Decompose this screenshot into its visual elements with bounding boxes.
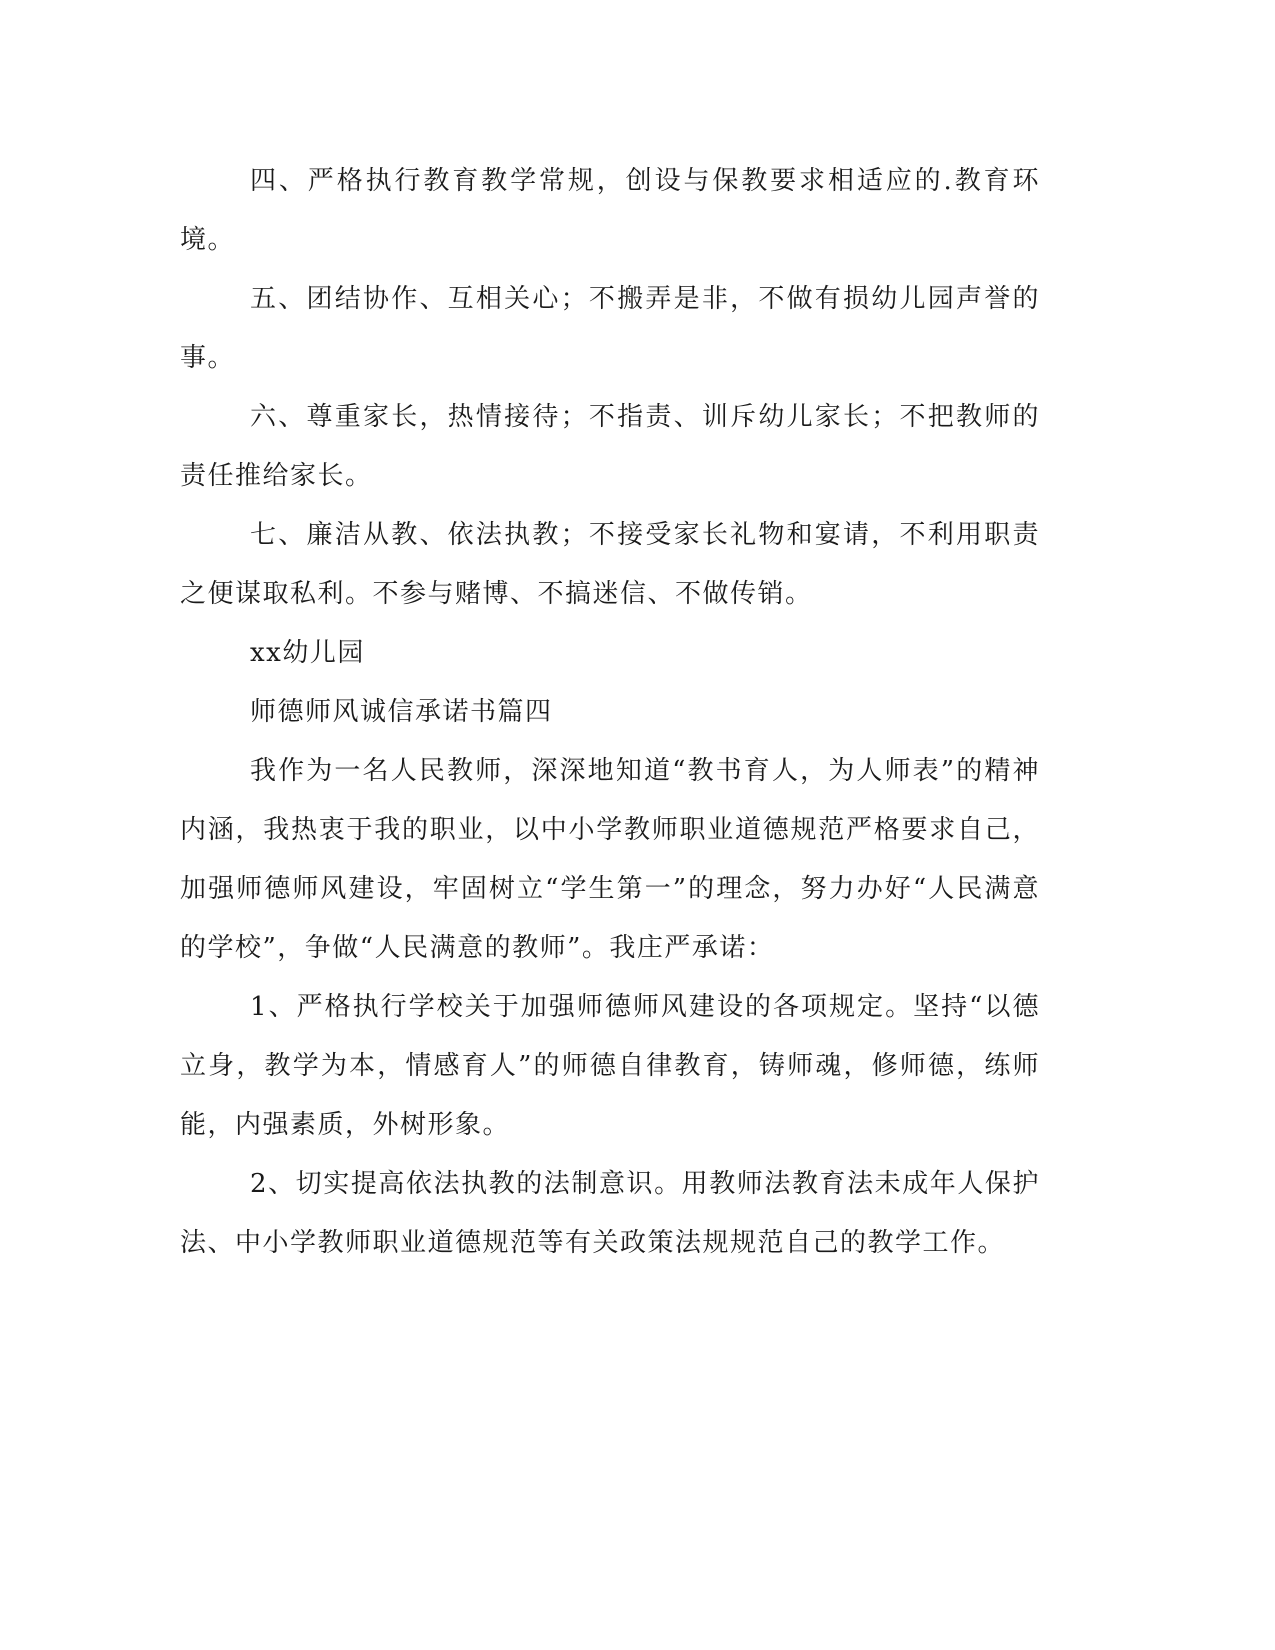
intro-paragraph: 我作为一名人民教师，深深地知道“教书育人，为人师表”的精神内涵，我热衷于我的职业，以中小学教师职业道德规范严格要求自己，加强师德师风建设，牢固树立“学生第一”的理念，努力办好“人民满意的学校”，争做“人民满意的教师”。我庄严承诺： [180, 756, 1040, 963]
section-title: 师德师风诚信承诺书篇四 [250, 697, 553, 727]
document-body [180, 152, 1040, 1273]
paragraph-item-four: 四、严格执行教育教学常规，创设与保教要求相适应的.教育环境。 [180, 166, 1040, 255]
paragraph-item-seven: 七、廉洁从教、依法执教；不接受家长礼物和宴请，不利用职责之便谋取私利。不参与赌博、不搞迷信、不做传销。 [180, 520, 1040, 609]
signature-line: xx幼儿园 [250, 638, 365, 668]
paragraph-item-five: 五、团结协作、互相关心；不搬弄是非，不做有损幼儿园声誉的事。 [180, 284, 1040, 373]
paragraph-item-six: 六、尊重家长，热情接待；不指责、训斥幼儿家长；不把教师的责任推给家长。 [180, 402, 1040, 491]
commitment-item-2: 2、切实提高依法执教的法制意识。用教师法教育法未成年人保护法、中小学教师职业道德规范等有关政策法规规范自己的教学工作。 [180, 1169, 1040, 1258]
commitment-item-1: 1、严格执行学校关于加强师德师风建设的各项规定。坚持“以德立身，教学为本，情感育人”的师德自律教育，铸师魂，修师德，练师能，内强素质，外树形象。 [180, 992, 1040, 1140]
